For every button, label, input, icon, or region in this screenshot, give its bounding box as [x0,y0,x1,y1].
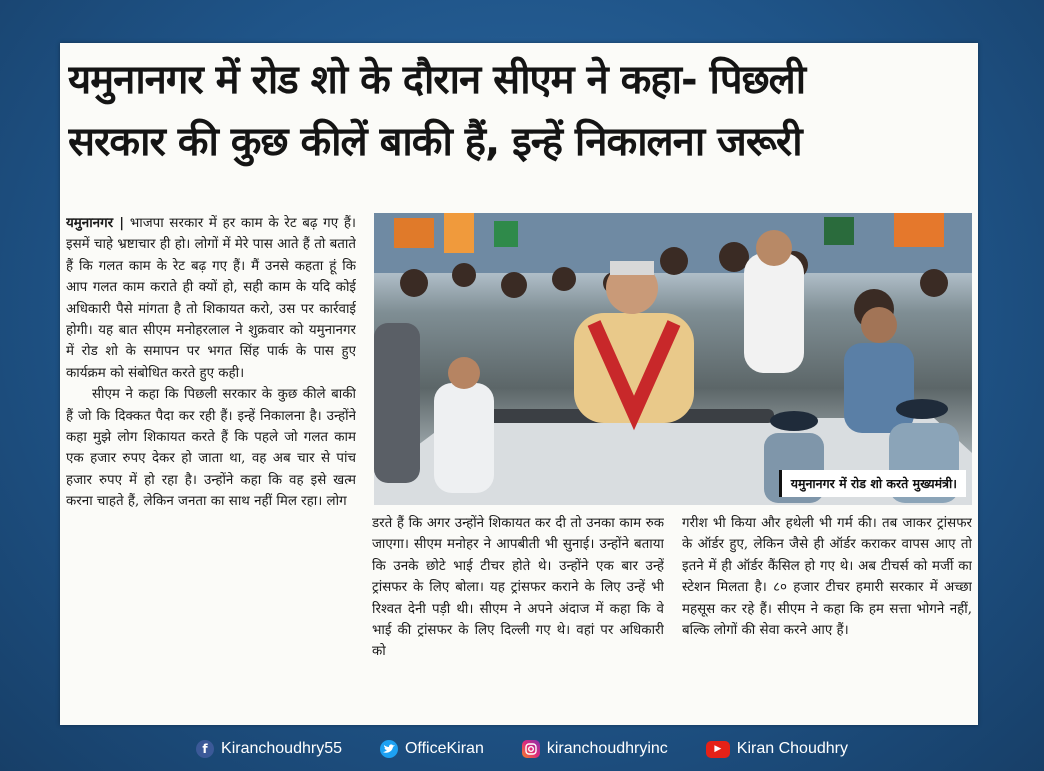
column-3-text: गरीश भी किया और हथेली भी गर्म की। तब जाकर ट्रांसफर के ऑर्डर हुए, लेकिन जैसे ही ऑर्डर कराकर वापस आए तो इतने में ही ऑर्डर कैंसिल हो गए थे। अब टीचर्स को मर्जी का स्टेशन मिलता है। ८० हजार टीचर हमारी सरकार में अच्छा महसूस कर रहे हैं। सीएम ने कहा कि हम सत्ता भोगने नहीं, बल्कि लोगों की सेवा करने आए हैं। [682,516,972,639]
news-photo [374,213,972,505]
headline-line-2: सरकार की कुछ कीलें बाकी हैं, इन्हें निकालना जरूरी [68,119,802,165]
youtube-icon: ▶ [706,741,730,758]
instagram-handle: kiranchoudhryinc [546,740,668,757]
facebook-link[interactable] [196,740,342,758]
newspaper-clipping [60,43,978,725]
headline-line-1: यमुनानगर में रोड शो के दौरान सीएम ने कहा- पिछली [68,57,806,103]
article-column-1 [66,213,356,719]
instagram-icon [522,740,540,758]
instagram-link[interactable] [522,740,668,758]
youtube-channel: Kiran Choudhry [736,740,848,757]
twitter-link[interactable] [380,740,484,758]
roadshow-photo-illustration [374,213,972,505]
facebook-icon: f [196,740,214,758]
article-column-3 [682,513,972,723]
article-paragraph-1 [66,213,356,384]
facebook-handle: Kiranchoudhry55 [221,740,342,757]
social-footer [0,732,1044,766]
headline [68,49,970,173]
paragraph-1-text: भाजपा सरकार में हर काम के रेट बढ़ गए हैं। इसमें चाहे भ्रष्टाचार ही हो। लोगों में मेरे पास आते हैं तो बताते हैं कि गलत काम के रेट बढ़ गए हैं। मैं उनसे कहता हूं कि आप गलत काम कराते ही क्यों हो, सही काम के यदि कोई अधिकारी पैसे मांगता है तो शिकायत करो, उस पर कार्रवाई होगी। यह बात सीएम मनोहरलाल ने शुक्रवार को यमुनानगर में रोड शो के समापन पर भगत सिंह पार्क के पास हुए कार्यक्रम को संबोधित करते हुए कही। [66,216,356,381]
photo-caption: यमुनानगर में रोड शो करते मुख्यमंत्री। [779,470,966,497]
dateline: यमुनानगर | [66,215,125,231]
youtube-link[interactable] [706,740,848,758]
article-paragraph-2: सीएम ने कहा कि पिछली सरकार के कुछ कीले बाकी हैं जो कि दिक्कत पैदा कर रही हैं। इन्हें निकालना है। उन्होंने कहा मुझे लोग शिकायत करते हैं कि पहले जो गलत काम एक हजार रुपए देकर हो जाता था, वह अब चार से पांच हजार रुपए में हो रहा है। उन्होंने कहा कि वह इसे खत्म करना चाहते हैं, लेकिन जनता का साथ नहीं मिल रहा। लोग [66,387,356,510]
column-2-text: डरते हैं कि अगर उन्होंने शिकायत कर दी तो उनका काम रुक जाएगा। सीएम मनोहर ने आपबीती भी सुनाई। उन्होंने बताया कि उनके छोटे भाई टीचर होते थे। उन्होंने एक बार उन्हें ट्रांसफर के लिए बोला। यह ट्रांसफर कराने के लिए उन्हें भी रिश्वत देनी पड़ी थी। सीएम ने अपने अंदाज में कहा कि वे भाई की ट्रांसफर के लिए दिल्ली गए थे। वहां पर अधिकारी को [372,516,664,660]
twitter-icon [380,740,398,758]
article-column-2 [372,513,664,723]
twitter-handle: OfficeKiran [404,740,484,757]
